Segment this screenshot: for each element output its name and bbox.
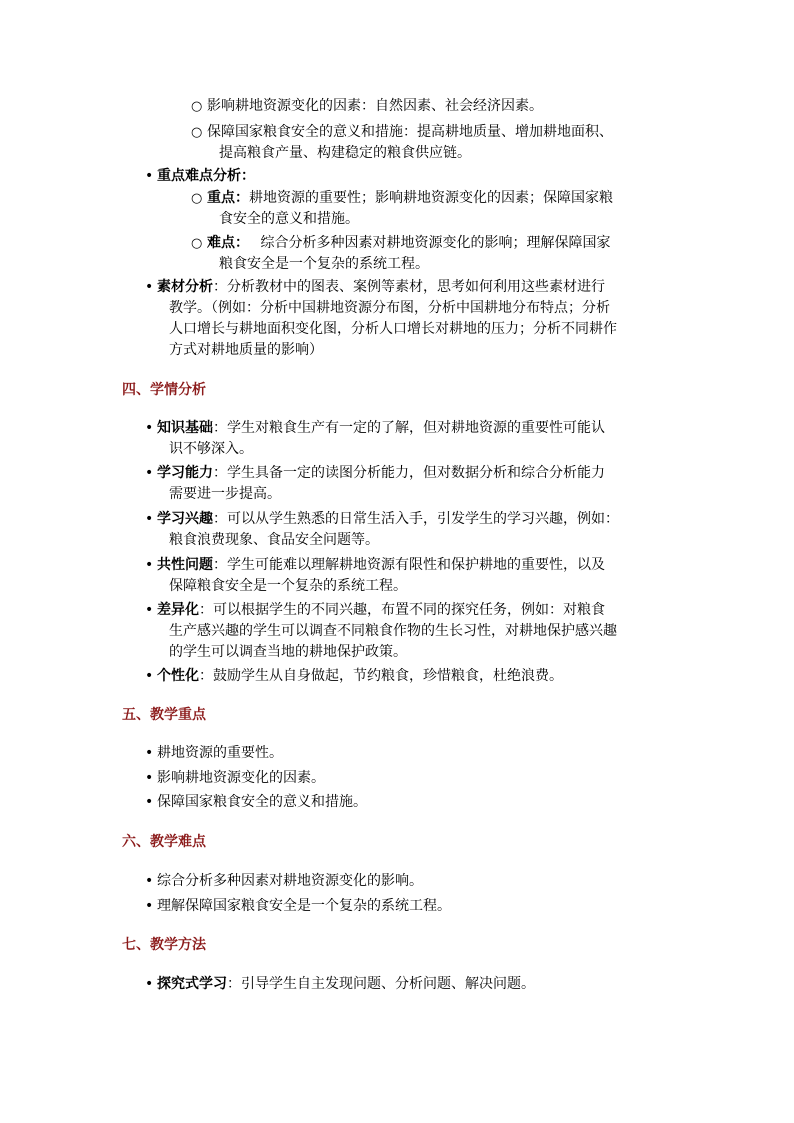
- item-text: 理解保障国家粮食安全是一个复杂的系统工程。: [157, 898, 451, 914]
- item-text: ：学生可能难以理解耕地资源有限性和保护耕地的重要性，以及: [213, 557, 605, 573]
- item-continuation: 粮食浪费现象、食品安全问题等。: [169, 532, 379, 548]
- section-heading: 五、教学重点: [122, 707, 206, 723]
- circle-bullet-icon: ○: [191, 125, 203, 140]
- item-label: 重点难点分析: [157, 168, 241, 184]
- disc-bullet-icon: •: [145, 168, 154, 184]
- item-continuation: 的学生可以调查当地的耕地保护政策。: [169, 644, 407, 660]
- sub-item-continuation: 粮食安全是一个复杂的系统工程。: [219, 256, 429, 272]
- item-text: ：可以根据学生的不同兴趣，布置不同的探究任务，例如：对粮食: [199, 602, 605, 618]
- sub-item-continuation: 提高粮食产量、构建稳定的粮食供应链。: [219, 145, 471, 161]
- item-label: 素材分析: [157, 279, 213, 295]
- item-continuation: 方式对耕地质量的影响）: [169, 342, 323, 358]
- disc-bullet-icon: •: [145, 557, 154, 573]
- disc-bullet-icon: •: [145, 511, 154, 527]
- disc-bullet-icon: •: [145, 279, 154, 295]
- item-label: 知识基础: [157, 420, 213, 436]
- circle-bullet-icon: ○: [191, 99, 203, 114]
- item-label: 共性问题: [157, 557, 213, 573]
- sub-item-label: 重点：: [207, 190, 249, 206]
- item-continuation: 保障粮食安全是一个复杂的系统工程。: [169, 578, 407, 594]
- item-label: 探究式学习: [157, 976, 227, 992]
- item-continuation: 生产感兴趣的学生可以调查不同粮食作物的生长习性，对耕地保护感兴趣: [169, 623, 617, 639]
- section-heading: 四、学情分析: [122, 382, 206, 398]
- item-text: ：鼓励学生从自身做起，节约粮食，珍惜粮食，杜绝浪费。: [199, 668, 563, 684]
- item-label: 个性化: [157, 668, 199, 684]
- item-text: ：可以从学生熟悉的日常生活入手，引发学生的学习兴趣，例如：: [213, 511, 619, 527]
- item-continuation: 教学。（例如：分析中国耕地资源分布图，分析中国耕地分布特点；分析: [169, 300, 610, 316]
- disc-bullet-icon: •: [145, 898, 154, 914]
- item-text: ：引导学生自主发现问题、分析问题、解决问题。: [227, 976, 535, 992]
- sub-item-text: 保障国家粮食安全的意义和措施：提高耕地质量、增加耕地面积、: [207, 124, 613, 140]
- circle-bullet-icon: ○: [191, 236, 203, 251]
- disc-bullet-icon: •: [145, 770, 154, 786]
- item-label: 差异化: [157, 602, 199, 618]
- disc-bullet-icon: •: [145, 668, 154, 684]
- disc-bullet-icon: •: [145, 873, 154, 889]
- disc-bullet-icon: •: [145, 794, 154, 810]
- disc-bullet-icon: •: [145, 420, 154, 436]
- item-continuation: 人口增长与耕地面积变化图，分析人口增长对耕地的压力；分析不同耕作: [169, 321, 617, 337]
- section-heading: 六、教学难点: [122, 834, 206, 850]
- item-text: ：学生具备一定的读图分析能力，但对数据分析和综合分析能力: [213, 465, 605, 481]
- item-text: 保障国家粮食安全的意义和措施。: [157, 794, 367, 810]
- sub-item-text: 综合分析多种因素对耕地资源变化的影响；理解保障国家: [242, 235, 611, 251]
- section-heading: 七、教学方法: [122, 937, 206, 953]
- disc-bullet-icon: •: [145, 976, 154, 992]
- sub-item-continuation: 食安全的意义和措施。: [219, 211, 359, 227]
- item-label: 学习兴趣: [157, 511, 213, 527]
- circle-bullet-icon: ○: [191, 191, 203, 206]
- disc-bullet-icon: •: [145, 602, 154, 618]
- item-continuation: 识不够深入。: [169, 441, 253, 457]
- item-label: 学习能力: [157, 465, 213, 481]
- item-text: 耕地资源的重要性。: [157, 745, 283, 761]
- item-continuation: 需要进一步提高。: [169, 486, 281, 502]
- item-label-colon: ：: [241, 168, 255, 184]
- item-text: 综合分析多种因素对耕地资源变化的影响。: [157, 873, 423, 889]
- sub-item-label: 难点：: [207, 235, 242, 251]
- sub-item-text: 耕地资源的重要性；影响耕地资源变化的因素；保障国家粮: [249, 190, 613, 206]
- sub-item-text: 影响耕地资源变化的因素：自然因素、社会经济因素。: [207, 98, 543, 114]
- item-text: ：学生对粮食生产有一定的了解，但对耕地资源的重要性可能认: [213, 420, 605, 436]
- item-text: ：分析教材中的图表、案例等素材，思考如何利用这些素材进行: [213, 279, 605, 295]
- disc-bullet-icon: •: [145, 465, 154, 481]
- disc-bullet-icon: •: [145, 745, 154, 761]
- item-text: 影响耕地资源变化的因素。: [157, 770, 325, 786]
